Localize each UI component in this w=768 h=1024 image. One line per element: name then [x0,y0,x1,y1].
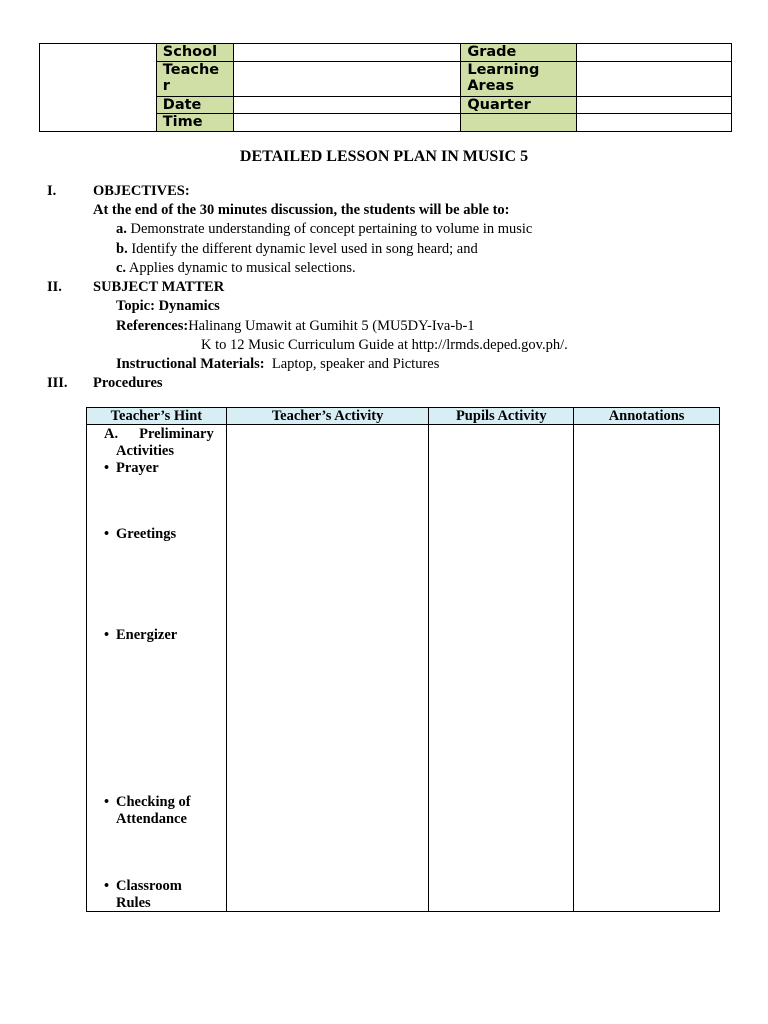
hint-label: Checking of [116,794,191,810]
section-title-line-2: Activities [116,443,174,459]
learning-label-line-2: Areas [467,78,514,94]
hint-label: Energizer [116,627,178,643]
column-header-teachers-activity: Teacher’s Activity [226,408,429,425]
objective-text: Applies dynamic to musical selections. [126,260,356,276]
column-header-annotations: Annotations [574,408,720,425]
learning-label-line-1: Learning [467,62,540,78]
objective-item [116,259,356,278]
school-value[interactable] [233,44,461,62]
procedures-number: III. [47,375,68,391]
hint-label: Greetings [116,526,177,542]
teacher-value[interactable] [233,62,461,97]
objective-letter: b. [116,241,128,257]
quarter-value[interactable] [577,97,732,114]
objective-letter: a. [116,221,127,237]
objectives-number: I. [47,183,57,199]
objective-item [116,220,532,239]
date-value[interactable] [233,97,461,114]
column-header-teachers-hint: Teacher’s Hint [87,408,227,425]
bullet-icon: • [104,627,110,643]
teacher-label-line-1: Teache [162,62,220,78]
date-label: Date [156,97,233,114]
bullet-icon: • [104,460,110,476]
hint-item-energizer [104,627,178,644]
teacher-label [156,62,233,97]
materials-text: Laptop, speaker and Pictures [264,356,440,372]
references-line [116,317,475,336]
hint-label: Prayer [116,460,159,476]
materials-label: Instructional Materials: [116,356,265,372]
materials-line [116,355,439,374]
learning-areas-value[interactable] [577,62,732,97]
pupils-activity-cell[interactable] [429,425,574,912]
bullet-icon: • [104,526,110,542]
time-label: Time [156,114,233,132]
subject-matter-number: II. [47,279,62,295]
objectives-intro: At the end of the 30 minutes discussion, the students will be able to: [93,202,510,218]
objective-letter: c. [116,260,127,276]
school-label: School [156,44,233,62]
column-header-pupils-activity: Pupils Activity [429,408,574,425]
procedures-heading: Procedures [93,375,163,391]
objectives-heading: OBJECTIVES: [93,183,190,199]
section-letter: A. [104,426,119,442]
hint-label-line-2: Rules [116,895,151,911]
blank-value-cell[interactable] [577,114,732,132]
hint-item-greetings [104,526,177,543]
references-text-2: K to 12 Music Curriculum Guide at http://lrmds.deped.gov.ph/. [201,337,568,353]
section-a-title [104,426,214,443]
section-title-line-1: Preliminary [139,426,214,442]
subject-matter-heading: SUBJECT MATTER [93,279,225,295]
topic-line: Topic: Dynamics [116,298,220,314]
header-info-table [39,43,732,132]
objective-text: Identify the different dynamic level used in song heard; and [127,241,478,257]
logo-cell [40,44,157,132]
references-label: References: [116,318,189,334]
procedures-table [86,407,720,912]
teachers-activity-cell[interactable] [226,425,429,912]
hint-item-attendance [104,794,191,828]
blank-label-cell [461,114,577,132]
references-text-1: Halinang Umawit at Gumihit 5 (MU5DY-Iva-b-1 [188,318,475,334]
hint-label-line-2: Attendance [116,811,187,827]
quarter-label: Quarter [461,97,577,114]
grade-label: Grade [461,44,577,62]
bullet-icon: • [104,878,110,894]
hint-item-prayer [104,460,159,477]
time-value[interactable] [233,114,461,132]
objective-item [116,240,478,259]
grade-value[interactable] [577,44,732,62]
hint-label: Classroom [116,878,182,894]
document-title: DETAILED LESSON PLAN IN MUSIC 5 [239,148,529,165]
teacher-label-line-2: r [162,78,170,94]
learning-areas-label [461,62,577,97]
annotations-cell[interactable] [574,425,720,912]
teachers-hint-cell [87,425,227,912]
objective-text: Demonstrate understanding of concept pertaining to volume in music [126,221,533,237]
hint-item-classroom-rules [104,878,182,912]
bullet-icon: • [104,794,110,810]
